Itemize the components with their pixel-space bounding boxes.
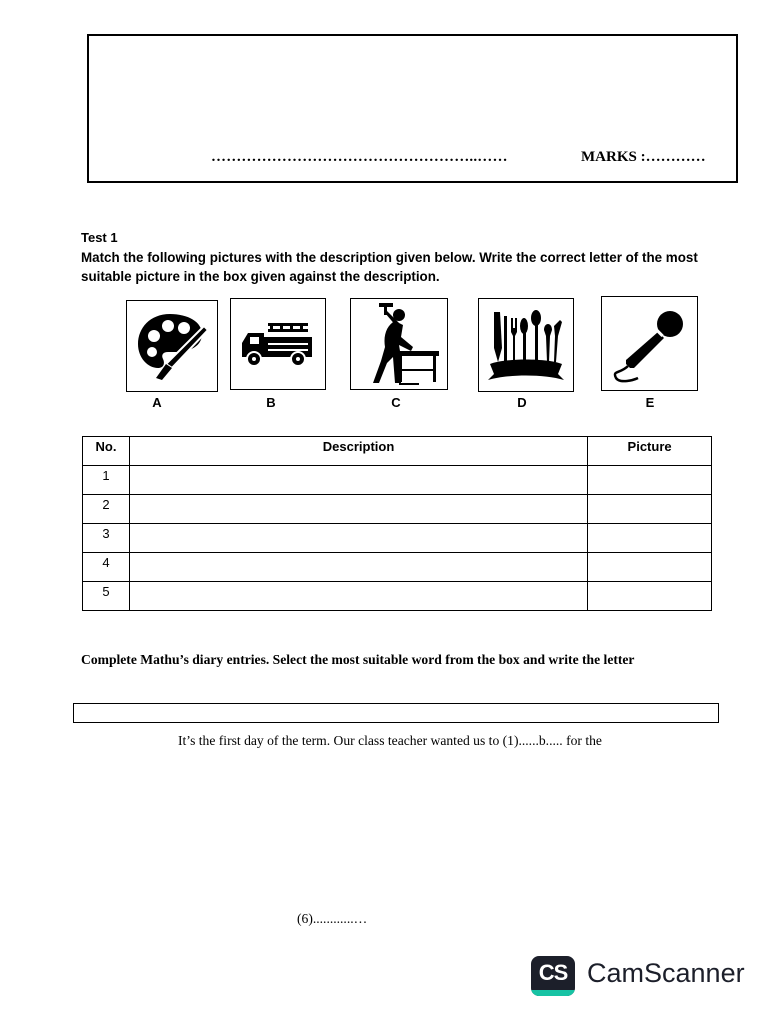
camscanner-logo-bar xyxy=(531,990,575,996)
marks-label: MARKS :………… xyxy=(581,149,706,165)
picture-letter: D xyxy=(517,395,527,410)
picture-answer-cell[interactable] xyxy=(588,524,712,553)
picture-letter: A xyxy=(152,395,162,410)
row-number: 4 xyxy=(83,553,130,582)
table-row xyxy=(83,466,712,495)
column-header: No. xyxy=(83,437,130,466)
name-marks-box xyxy=(87,34,738,183)
table-row xyxy=(83,582,712,611)
kitchen-utensils-icon xyxy=(484,302,568,388)
table-row xyxy=(83,495,712,524)
picture-e xyxy=(601,296,698,391)
camscanner-logo xyxy=(531,956,575,996)
paint-palette-icon xyxy=(132,306,212,386)
table-row xyxy=(83,524,712,553)
carpenter-icon xyxy=(355,301,443,387)
table-header-row xyxy=(83,437,712,466)
test-instruction: Match the following pictures with the description given below. Write the correct letter of the most suitable picture in the box given against the description. xyxy=(81,250,698,284)
picture-answer-cell[interactable] xyxy=(588,495,712,524)
microphone-icon xyxy=(608,302,692,386)
description-cell[interactable] xyxy=(129,495,587,524)
description-cell[interactable] xyxy=(129,524,587,553)
picture-letter: B xyxy=(266,395,276,410)
column-header: Picture xyxy=(588,437,712,466)
picture-letter: C xyxy=(391,395,401,410)
picture-answer-cell[interactable] xyxy=(588,582,712,611)
diary-instruction: Complete Mathu’s diary entries. Select the most suitable word from the box and write the letter xyxy=(81,652,635,667)
picture-letter: E xyxy=(645,395,655,410)
row-number: 3 xyxy=(83,524,130,553)
picture-c xyxy=(350,298,448,390)
camscanner-logo-text: CS xyxy=(538,960,568,985)
description-cell[interactable] xyxy=(129,553,587,582)
matching-table xyxy=(82,436,712,611)
picture-answer-cell[interactable] xyxy=(588,553,712,582)
name-blank: ……………………………………………..…… xyxy=(211,149,508,165)
picture-b xyxy=(230,298,326,390)
word-box xyxy=(73,703,719,723)
picture-a xyxy=(126,300,218,392)
test-title: Test 1 xyxy=(81,230,118,245)
row-number: 2 xyxy=(83,495,130,524)
description-cell[interactable] xyxy=(129,582,587,611)
answer-blank-six: (6)............… xyxy=(297,911,368,926)
description-cell[interactable] xyxy=(129,466,587,495)
fire-truck-icon xyxy=(238,319,318,369)
picture-answer-cell[interactable] xyxy=(588,466,712,495)
diary-first-line: It’s the first day of the term. Our class teacher wanted us to (1)......b..... for the xyxy=(178,733,602,748)
column-header: Description xyxy=(129,437,587,466)
camscanner-name: CamScanner xyxy=(587,958,745,988)
row-number: 5 xyxy=(83,582,130,611)
table-row xyxy=(83,553,712,582)
picture-d xyxy=(478,298,574,392)
row-number: 1 xyxy=(83,466,130,495)
